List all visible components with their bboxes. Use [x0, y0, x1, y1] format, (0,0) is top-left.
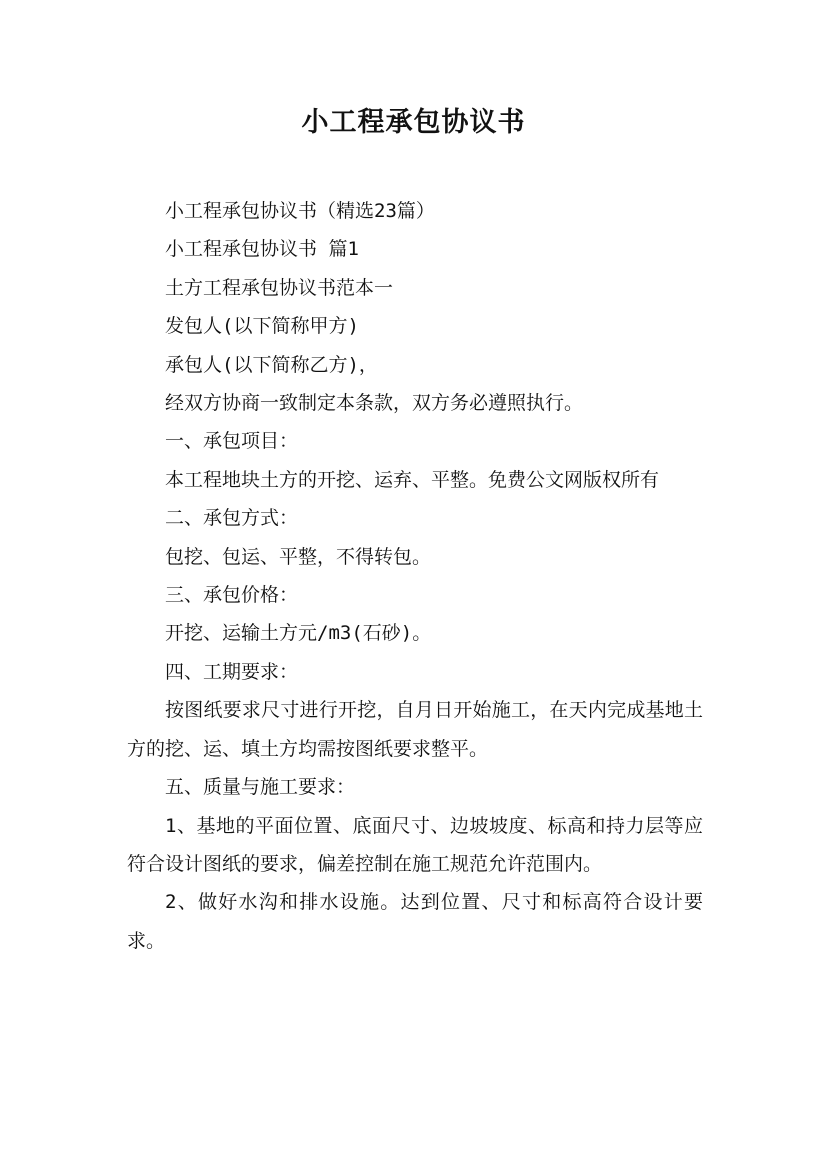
document-body [127, 192, 703, 960]
paragraph: 小工程承包协议书（精选23篇） [165, 200, 435, 222]
paragraph: 1、基地的平面位置、底面尺寸、边坡坡度、标高和持力层等应符合设计图纸的要求，偏差控制在施工规范允许范围内。 [127, 814, 703, 875]
paragraph: 一、承包项目： [165, 430, 299, 453]
paragraph: 四、工期要求： [165, 660, 299, 683]
paragraph: 包挖、包运、平整，不得转包。 [165, 545, 432, 568]
paragraph: 五、质量与施工要求： [165, 776, 356, 799]
paragraph: 2、做好水沟和排水设施。达到位置、尺寸和标高符合设计要求。 [127, 891, 703, 952]
paragraph: 土方工程承包协议书范本一 [165, 276, 394, 299]
paragraph: 经双方协商一致制定本条款，双方务必遵照执行。 [165, 392, 584, 415]
document-title: 小工程承包协议书 [301, 107, 526, 138]
paragraph: 承包人(以下简称乙方)， [165, 353, 378, 376]
paragraph: 二、承包方式： [165, 507, 299, 530]
paragraph: 本工程地块土方的开挖、运弃、平整。免费公文网版权所有 [165, 468, 660, 491]
paragraph: 按图纸要求尺寸进行开挖，自月日开始施工，在天内完成基地土方的挖、运、填土方均需按图纸要求整平。 [127, 699, 703, 760]
paragraph: 小工程承包协议书 篇1 [165, 238, 359, 261]
paragraph: 开挖、运输土方元/m3(石砂)。 [165, 622, 432, 645]
paragraph: 发包人(以下简称甲方) [165, 315, 359, 338]
paragraph: 三、承包价格： [165, 584, 299, 607]
